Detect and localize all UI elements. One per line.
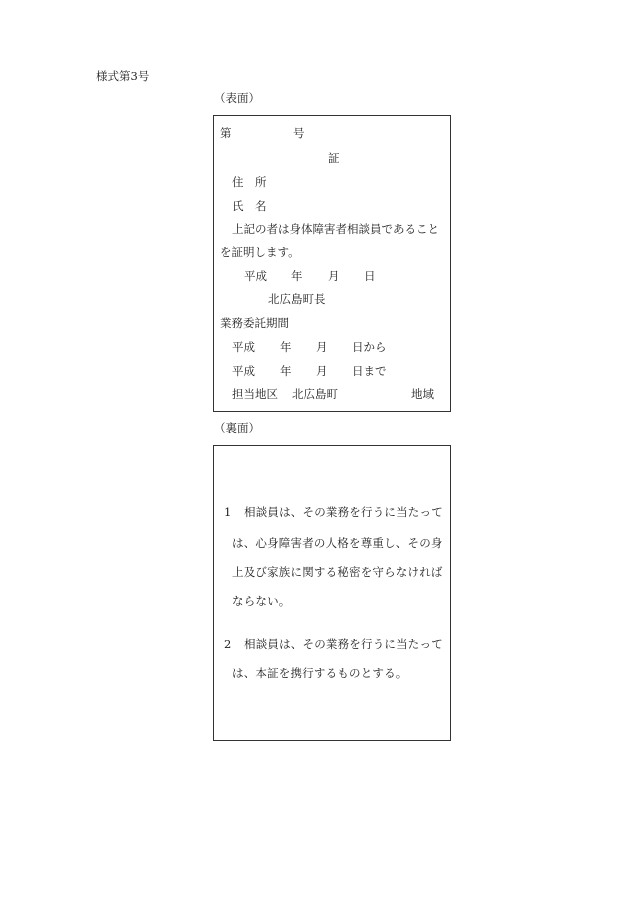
period-from-year: 年 (280, 340, 292, 354)
statement-line-2: を証明します。 (220, 245, 300, 259)
item-1-number: 1 (224, 505, 232, 519)
period-to-month: 月 (316, 364, 328, 378)
date-day: 日 (364, 269, 376, 283)
date-year: 年 (291, 269, 303, 283)
back-certificate-box (213, 445, 451, 741)
item-2-number: 2 (224, 637, 232, 651)
certificate-title: 証 (328, 151, 340, 165)
number-dai: 第 (220, 126, 232, 140)
item-2-line-1: 相談員は、その業務を行うに当たって (244, 637, 443, 651)
back-side-label: （裏面） (214, 421, 260, 435)
item-1-line-2: は、心身障害者の人格を尊重し、その身 (232, 536, 443, 550)
district-label: 担当地区 (232, 387, 278, 401)
period-to-day: 日まで (352, 364, 387, 378)
issuer: 北広島町長 (268, 292, 326, 306)
period-from-era: 平成 (232, 340, 255, 354)
front-certificate-box (213, 115, 451, 412)
item-1-line-1: 相談員は、その業務を行うに当たって (244, 505, 443, 519)
contract-period-label: 業務委託期間 (220, 316, 289, 330)
district-suffix: 地域 (411, 387, 434, 401)
district-town: 北広島町 (292, 387, 338, 401)
date-month: 月 (328, 269, 340, 283)
period-from-day: 日から (352, 340, 387, 354)
period-to-year: 年 (280, 364, 292, 378)
statement-line-1: 上記の者は身体障害者相談員であること (232, 222, 439, 236)
item-2-line-2: は、本証を携行するものとする。 (232, 666, 408, 680)
form-number: 様式第3号 (96, 69, 150, 83)
name-label: 氏 名 (232, 199, 267, 213)
period-from-month: 月 (316, 340, 328, 354)
address-label: 住 所 (232, 175, 267, 189)
item-1-line-4: ならない。 (232, 594, 291, 608)
number-go: 号 (293, 126, 305, 140)
period-to-era: 平成 (232, 364, 255, 378)
front-side-label: （表面） (214, 91, 260, 105)
item-1-line-3: 上及び家族に関する秘密を守らなければ (232, 565, 443, 579)
date-era: 平成 (244, 269, 267, 283)
